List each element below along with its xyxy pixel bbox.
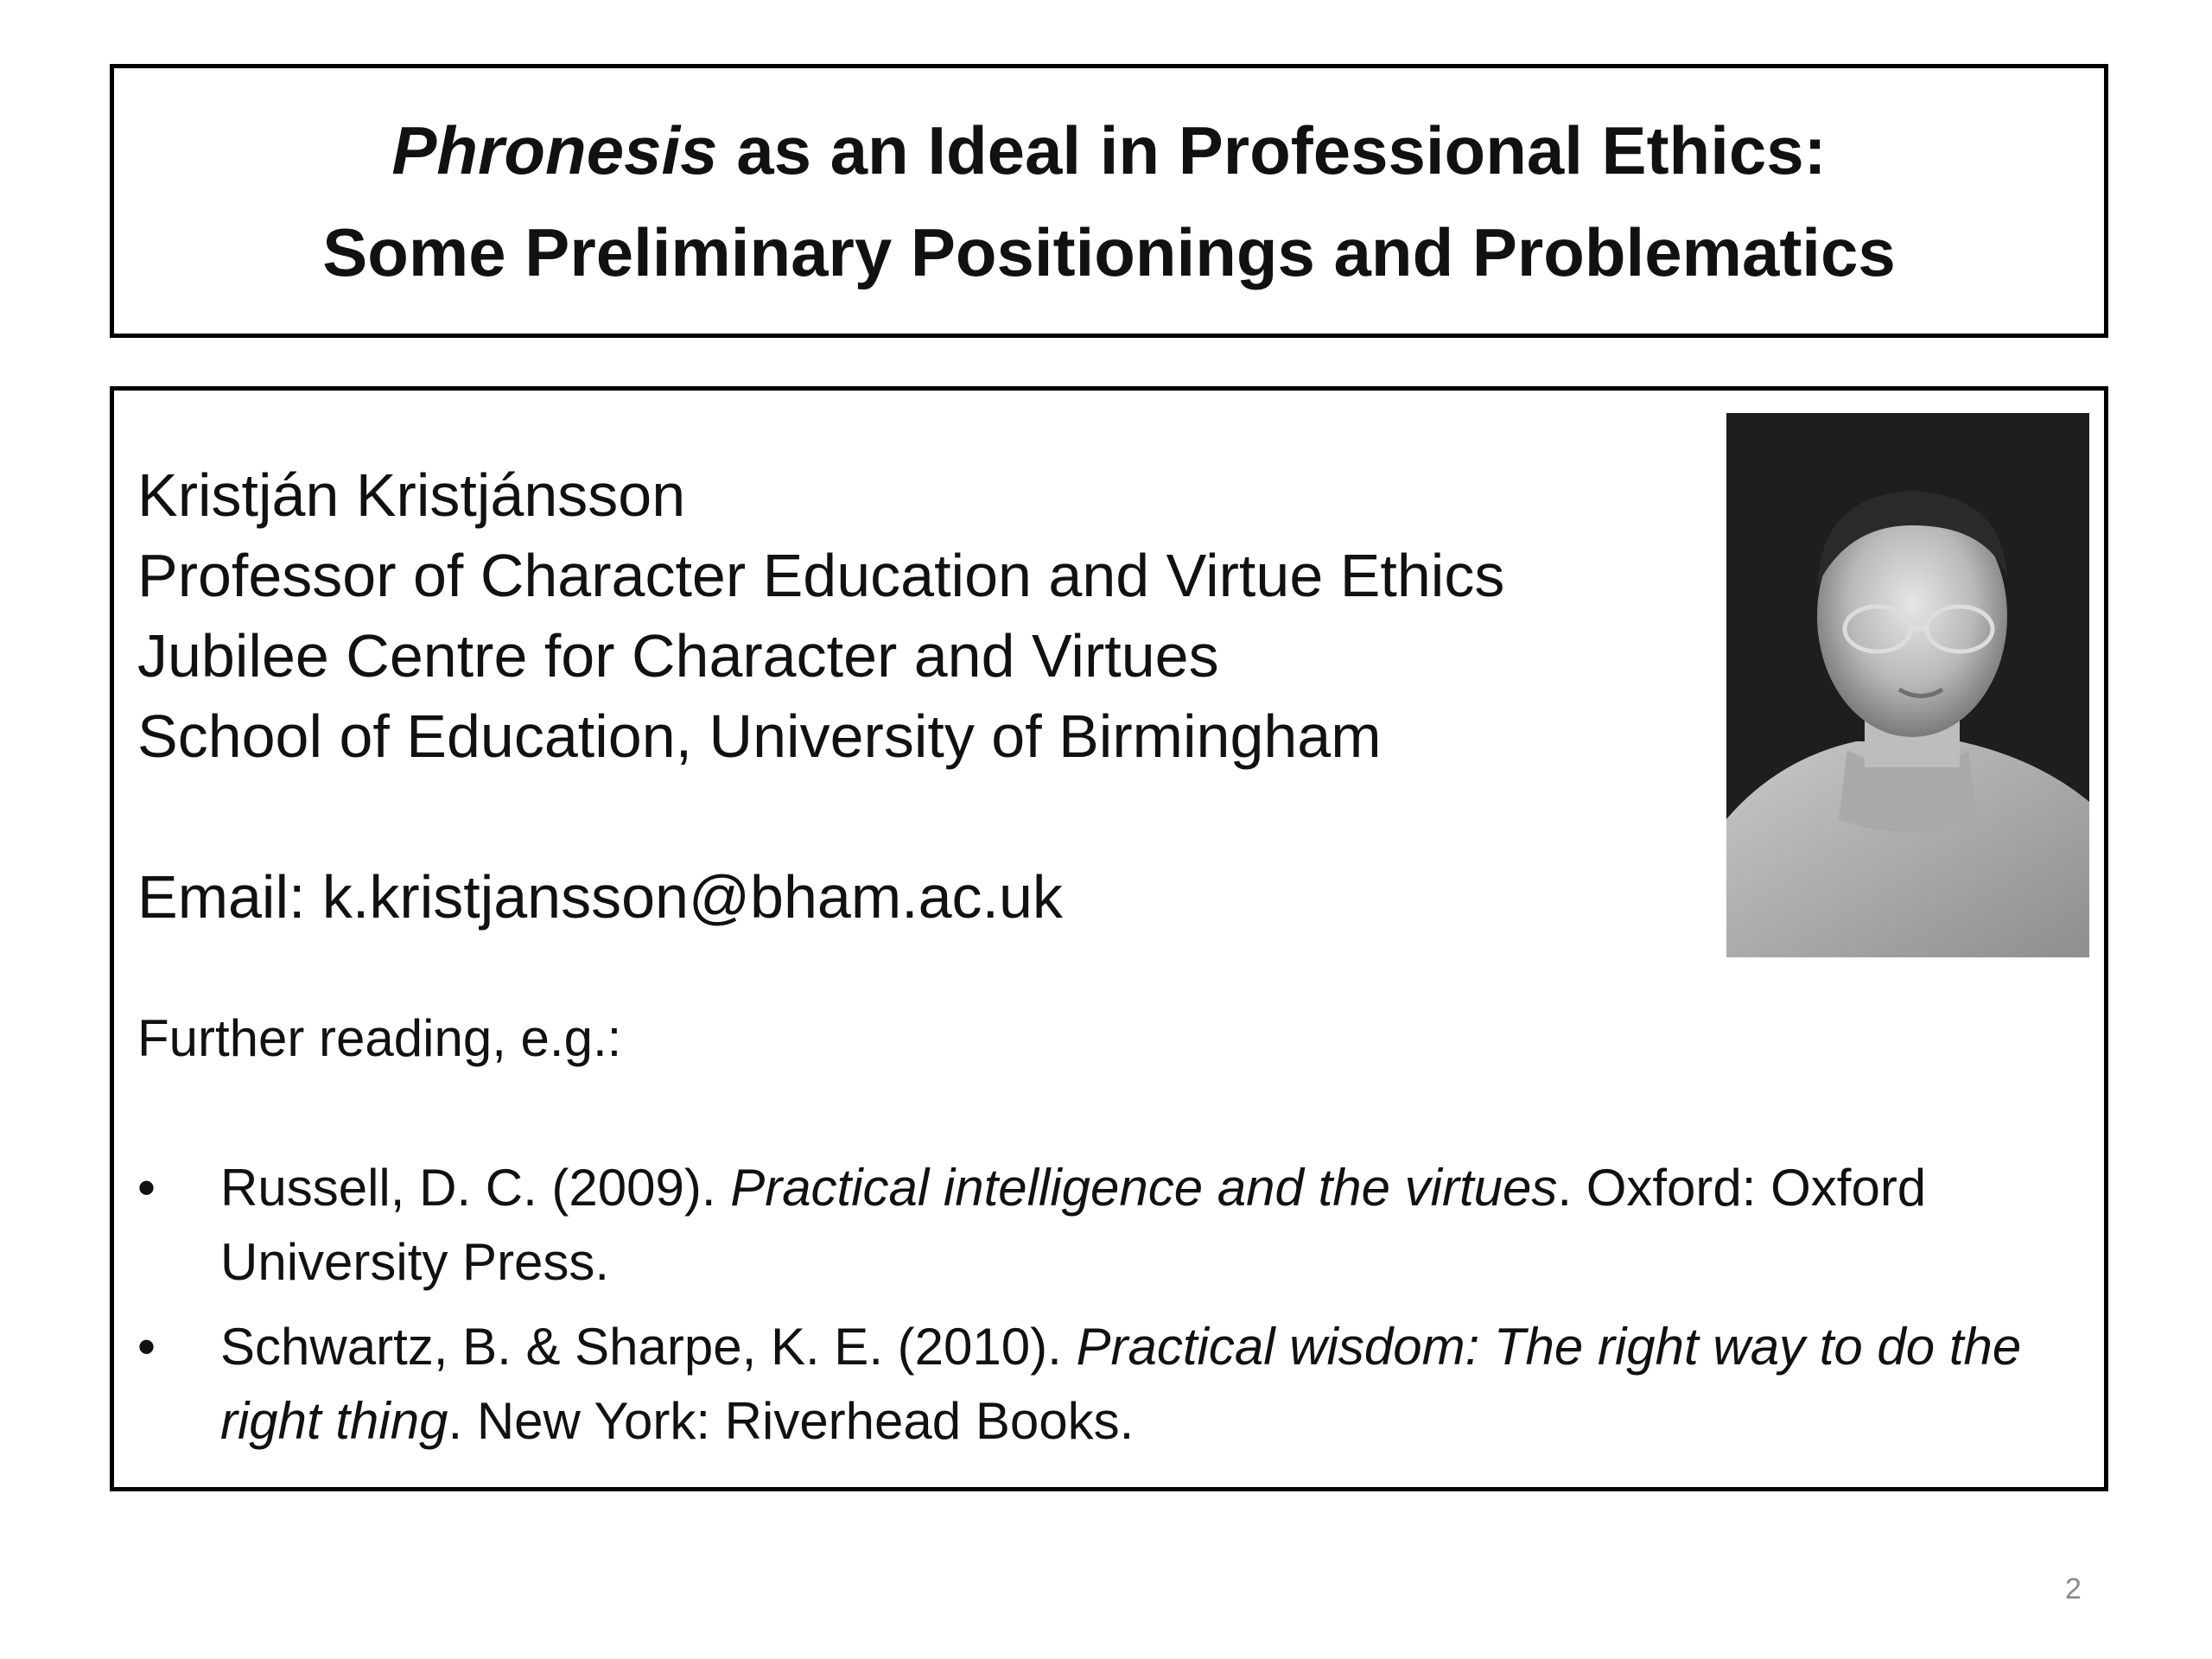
content-box — [110, 386, 2108, 1491]
portrait-photo — [1726, 413, 2089, 957]
author-block — [137, 455, 1779, 777]
title-box — [110, 64, 2108, 338]
reference-title: Practical intelligence and the virtues — [730, 1159, 1558, 1217]
reference-authors: Russell, D. C. (2009). — [220, 1159, 731, 1217]
reference-item — [137, 1310, 2082, 1459]
reference-list — [137, 1151, 2082, 1469]
author-school: School of Education, University of Birmingham — [137, 702, 1382, 770]
reference-publisher: . New York: Riverhead Books. — [448, 1392, 1135, 1450]
title-line-1 — [391, 99, 1826, 201]
portrait-illustration — [1726, 413, 2089, 957]
reference-item — [137, 1151, 2082, 1300]
author-centre: Jubilee Centre for Character and Virtues — [137, 622, 1219, 690]
page-number: 2 — [2065, 1573, 2082, 1605]
author-position: Professor of Character Education and Virtue Ethics — [137, 542, 1505, 609]
author-name: Kristján Kristjánsson — [137, 461, 686, 529]
bullet-icon: • — [137, 1159, 156, 1217]
title-italic-term: Phronesis — [391, 111, 718, 188]
bullet-icon: • — [137, 1318, 156, 1376]
author-email: Email: k.kristjansson@bham.ac.uk — [137, 863, 1063, 931]
title-line-1-rest: as an Ideal in Professional Ethics: — [717, 111, 1827, 188]
further-reading-label: Further reading, e.g.: — [137, 1009, 622, 1067]
reference-title: Practical wisdom: The right way to do the right thing — [220, 1318, 2022, 1450]
reference-authors: Schwartz, B. & Sharpe, K. E. (2010). — [220, 1318, 1077, 1376]
reference-publisher: . Oxford: Oxford University Press. — [220, 1159, 1927, 1291]
title-line-2: Some Preliminary Positionings and Problematics — [322, 213, 1896, 290]
